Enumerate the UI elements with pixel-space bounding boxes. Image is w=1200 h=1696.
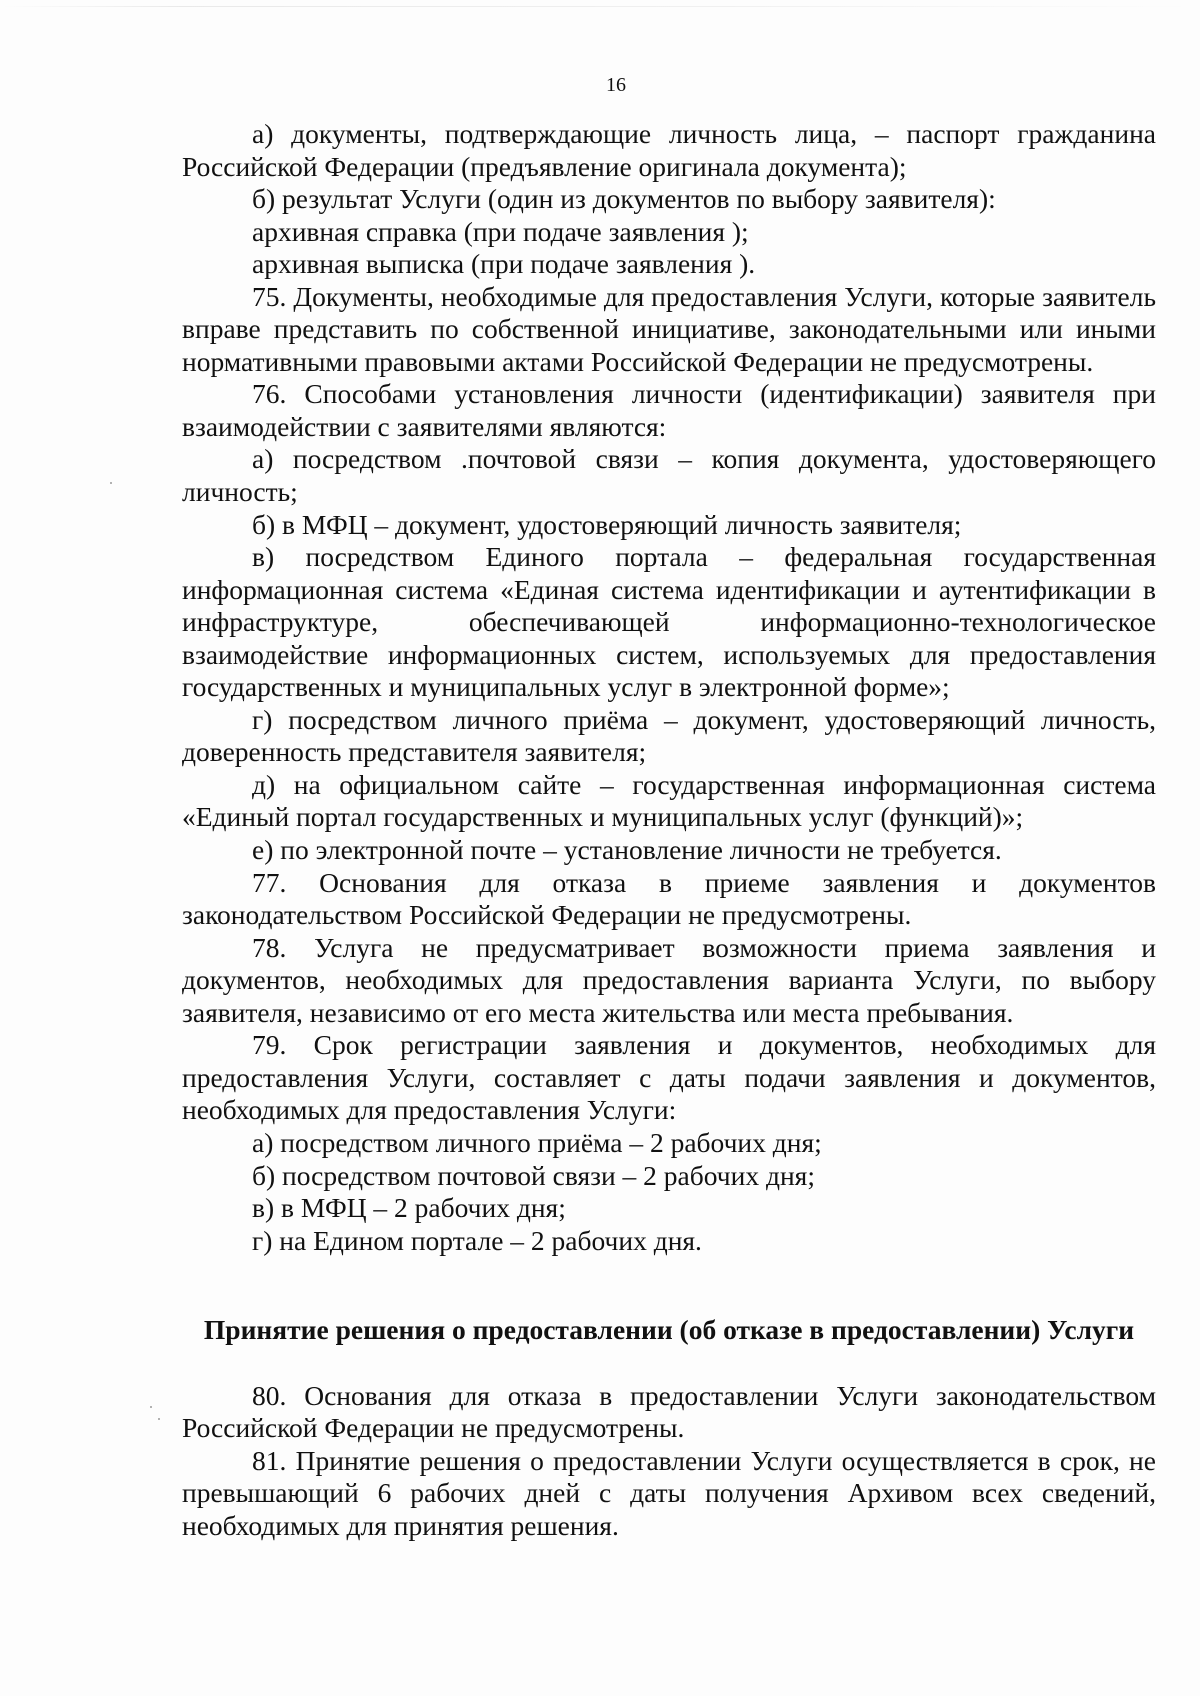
section-heading: Принятие решения о предоставлении (об отказе в предоставлении) Услуги: [203, 1314, 1135, 1346]
paragraph-76-v: в) посредством Единого портала – федеральная государственная информационная система «Единая система идентификации и аутентификации в инфраструктуре, обеспечивающей информационно-технологическое взаимодействие информационных систем, используемых для предоставления государственных и муниципальных услуг в электронной форме»;: [182, 541, 1156, 703]
paragraph-75: 75. Документы, необходимые для предоставления Услуги, которые заявитель вправе представить по собственной инициативе, законодательными или иными нормативными правовыми актами Российской Федерации не предусмотрены.: [182, 280, 1156, 377]
paragraph-79-a: а) посредством личного приёма – 2 рабочих дня;: [252, 1126, 822, 1158]
scan-edge-line: [0, 6, 1200, 7]
paragraph-79-b: б) посредством почтовой связи – 2 рабочих дня;: [252, 1159, 815, 1191]
paragraph-b-service-result: б) результат Услуги (один из документов по выбору заявителя):: [252, 183, 996, 215]
paragraph-80: 80. Основания для отказа в предоставлении Услуги законодательством Российской Федерации не предусмотрены.: [182, 1379, 1156, 1444]
paragraph-archive-certificate: архивная справка (при подаче заявления );: [252, 215, 749, 247]
paragraph-archive-extract: архивная выписка (при подаче заявления ).: [252, 248, 756, 280]
scan-speck: [158, 1418, 160, 1420]
paragraph-76-a: а) посредством .почтовой связи – копия документа, удостоверяющего личность;: [182, 443, 1156, 508]
paragraph-a-identity-documents: а) документы, подтверждающие личность лица, – паспорт гражданина Российской Федерации (предъявление оригинала документа);: [182, 118, 1156, 182]
paragraph-78: 78. Услуга не предусматривает возможности приема заявления и документов, необходимых для предоставления варианта Услуги, по выбору заявителя, независимо от его места жительства или места пребывания.: [182, 931, 1156, 1028]
paragraph-76-g: г) посредством личного приёма – документ, удостоверяющий личность, доверенность представителя заявителя;: [182, 703, 1156, 768]
paragraph-79-g: г) на Едином портале – 2 рабочих дня.: [252, 1224, 702, 1256]
paragraph-79-v: в) в МФЦ – 2 рабочих дня;: [252, 1192, 566, 1224]
paragraph-76-d: д) на официальном сайте – государственная информационная система «Единый портал государственных и муниципальных услуг (функций)»;: [182, 768, 1156, 833]
document-body: [182, 118, 1156, 1542]
paragraph-76: 76. Способами установления личности (идентификации) заявителя при взаимодействии с заявителями являются:: [182, 378, 1156, 442]
paragraph-81: 81. Принятие решения о предоставлении Услуги осуществляется в срок, не превышающий 6 рабочих дней с даты получения Архивом всех сведений, необходимых для принятия решения.: [182, 1444, 1156, 1541]
paragraph-76-e: е) по электронной почте – установление личности не требуется.: [252, 834, 1002, 866]
paragraph-79: 79. Срок регистрации заявления и документов, необходимых для предоставления Услуги, составляет с даты подачи заявления и документов, необходимых для предоставления Услуги:: [182, 1029, 1156, 1126]
paragraph-77: 77. Основания для отказа в приеме заявления и документов законодательством Российской Федерации не предусмотрены.: [182, 866, 1156, 931]
scan-speck: [150, 1406, 152, 1408]
scan-speck: [110, 482, 112, 484]
page-number: 16: [606, 74, 626, 96]
paragraph-76-b: б) в МФЦ – документ, удостоверяющий личность заявителя;: [252, 508, 962, 540]
